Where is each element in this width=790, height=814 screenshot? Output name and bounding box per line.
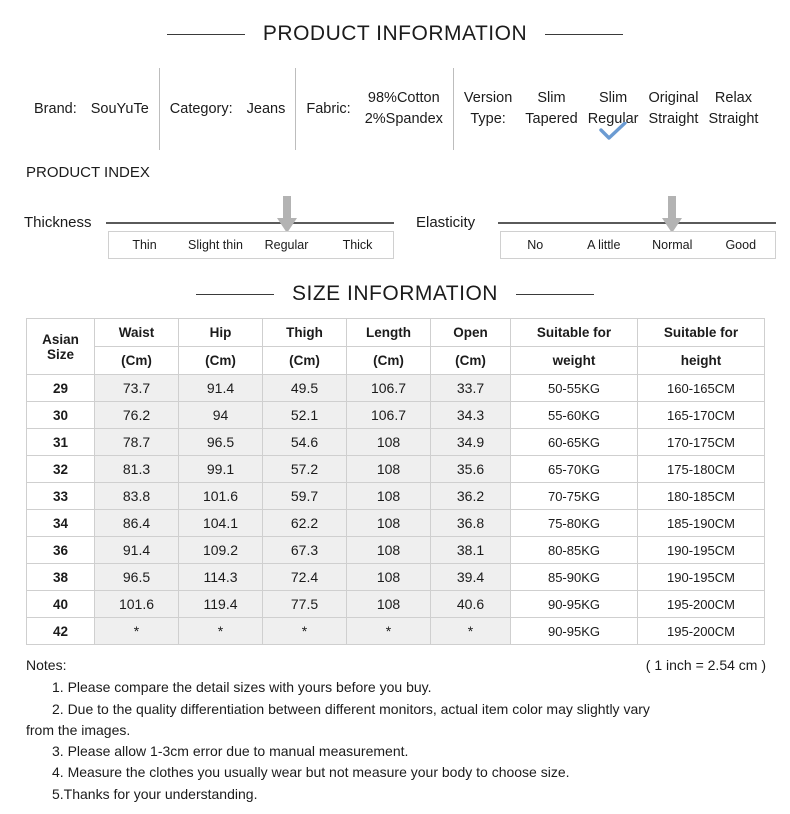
version-type-options — [520, 88, 763, 130]
cell-waist: 78.7 — [95, 429, 179, 456]
cell-thigh: 57.2 — [263, 456, 347, 483]
cell-size: 34 — [27, 510, 95, 537]
cell-weight: 55-60KG — [511, 402, 638, 429]
cell-thigh: 62.2 — [263, 510, 347, 537]
version-type-option-line1: Original — [648, 89, 699, 106]
cell-open: 36.8 — [431, 510, 511, 537]
notes-section — [26, 655, 766, 805]
note-line: from the images. — [26, 721, 131, 738]
version-type-option-relax-straight[interactable] — [703, 88, 763, 130]
cell-size: 31 — [27, 429, 95, 456]
cell-open: 34.3 — [431, 402, 511, 429]
title-rule-left — [167, 34, 245, 35]
cell-thigh: 49.5 — [263, 375, 347, 402]
header-open-unit: (Cm) — [431, 347, 511, 375]
cell-open: 33.7 — [431, 375, 511, 402]
cell-length: 106.7 — [347, 402, 431, 429]
cell-weight: 70-75KG — [511, 483, 638, 510]
cell-waist: 81.3 — [95, 456, 179, 483]
thickness-step-slight-thin[interactable]: Slight thin — [188, 238, 243, 252]
header-suitable-height: Suitable for — [638, 319, 765, 347]
thickness-step-thin[interactable]: Thin — [132, 238, 157, 252]
elasticity-step-good[interactable]: Good — [725, 238, 757, 252]
cell-weight: 85-90KG — [511, 564, 638, 591]
table-row — [27, 456, 765, 483]
cell-size: 29 — [27, 375, 95, 402]
attribute-category — [159, 68, 296, 150]
cell-height: 190-195CM — [638, 564, 765, 591]
table-row — [27, 375, 765, 402]
cell-hip: 96.5 — [179, 429, 263, 456]
attribute-fabric-label: Fabric: — [306, 101, 351, 117]
header-suitable-weight-unit: weight — [511, 347, 638, 375]
header-waist-unit: (Cm) — [95, 347, 179, 375]
table-row — [27, 537, 765, 564]
cell-thigh: 77.5 — [263, 591, 347, 618]
attribute-version-type — [453, 68, 774, 150]
version-type-option-line1: Slim — [537, 89, 566, 106]
cell-hip: 99.1 — [179, 456, 263, 483]
cell-thigh: * — [263, 618, 347, 645]
down-arrow-icon — [276, 196, 298, 236]
note-line: 1. Please compare the detail sizes with yours before you buy. — [52, 679, 432, 696]
cell-thigh: 52.1 — [263, 402, 347, 429]
table-row — [27, 618, 765, 645]
table-row — [27, 510, 765, 537]
table-row — [27, 591, 765, 618]
header-open: Open — [431, 319, 511, 347]
version-type-option-line1: Relax — [714, 89, 752, 106]
size-table-header-row-2 — [27, 347, 765, 375]
cell-waist: 73.7 — [95, 375, 179, 402]
cell-open: 38.1 — [431, 537, 511, 564]
header-asian-size-line1: Asian — [42, 331, 79, 347]
cell-waist: 76.2 — [95, 402, 179, 429]
version-type-option-line2: Regular — [587, 111, 639, 127]
table-row — [27, 402, 765, 429]
note-line: 5.Thanks for your understanding. — [52, 785, 258, 802]
header-asian-size — [27, 319, 95, 375]
elasticity-scale — [500, 231, 776, 259]
cell-size: 33 — [27, 483, 95, 510]
version-type-label-line2: Type: — [470, 111, 506, 127]
version-type-option-original-straight[interactable] — [643, 88, 703, 130]
cell-hip: 104.1 — [179, 510, 263, 537]
cell-size: 40 — [27, 591, 95, 618]
cell-weight: 80-85KG — [511, 537, 638, 564]
attribute-fabric — [295, 68, 453, 150]
notes-list — [26, 677, 766, 805]
cell-length: 108 — [347, 429, 431, 456]
cell-open: 40.6 — [431, 591, 511, 618]
elasticity-axis-line — [498, 222, 776, 224]
attribute-brand-value: SouYuTe — [90, 101, 149, 117]
cell-length: 108 — [347, 510, 431, 537]
elasticity-step-a-little[interactable]: A little — [587, 238, 621, 252]
version-type-option-slim-tapered[interactable] — [520, 88, 582, 130]
note-line: 4. Measure the clothes you usually wear but not measure your body to choose size. — [52, 764, 570, 781]
header-waist: Waist — [95, 319, 179, 347]
thickness-step-thick[interactable]: Thick — [342, 238, 373, 252]
attribute-brand — [24, 68, 159, 150]
product-information-title-text: PRODUCT INFORMATION — [262, 22, 528, 45]
header-asian-size-line2: Size — [46, 346, 74, 362]
cell-length: 108 — [347, 456, 431, 483]
thickness-indicator — [24, 200, 394, 270]
title-rule-right — [516, 294, 594, 295]
check-icon — [598, 122, 628, 142]
table-row — [27, 483, 765, 510]
version-type-option-slim-regular[interactable] — [583, 88, 644, 130]
size-table-head — [27, 319, 765, 375]
cell-open: 39.4 — [431, 564, 511, 591]
cell-height: 175-180CM — [638, 456, 765, 483]
cell-open: 36.2 — [431, 483, 511, 510]
cell-waist: * — [95, 618, 179, 645]
cell-thigh: 59.7 — [263, 483, 347, 510]
note-line: 2. Due to the quality differentiation between different monitors, actual item color may slightly vary — [52, 700, 650, 717]
cell-hip: 94 — [179, 402, 263, 429]
cell-height: 195-200CM — [638, 591, 765, 618]
cell-weight: 50-55KG — [511, 375, 638, 402]
cell-waist: 96.5 — [95, 564, 179, 591]
header-hip-unit: (Cm) — [179, 347, 263, 375]
attribute-category-label: Category: — [169, 101, 233, 117]
cell-hip: 91.4 — [179, 375, 263, 402]
cell-weight: 65-70KG — [511, 456, 638, 483]
down-arrow-icon — [661, 196, 683, 236]
attribute-fabric-value-line1: 98%Cotton — [367, 89, 440, 106]
cell-height: 195-200CM — [638, 618, 765, 645]
version-type-option-line2: Straight — [648, 111, 699, 127]
cell-length: 108 — [347, 537, 431, 564]
notes-header — [26, 655, 766, 676]
cell-height: 160-165CM — [638, 375, 765, 402]
size-information-title-text: SIZE INFORMATION — [292, 282, 498, 305]
cell-hip: 101.6 — [179, 483, 263, 510]
cell-hip: 114.3 — [179, 564, 263, 591]
cell-open: 35.6 — [431, 456, 511, 483]
cell-weight: 90-95KG — [511, 618, 638, 645]
title-rule-right — [545, 34, 623, 35]
cell-height: 170-175CM — [638, 429, 765, 456]
version-type-label-line1: Version — [463, 89, 513, 106]
thickness-label: Thickness — [24, 214, 92, 231]
thickness-scale — [108, 231, 394, 259]
cell-length: 108 — [347, 483, 431, 510]
inch-conversion-note: ( 1 inch = 2.54 cm ) — [645, 657, 766, 673]
product-attributes-row — [24, 68, 766, 150]
cell-size: 42 — [27, 618, 95, 645]
cell-size: 38 — [27, 564, 95, 591]
header-suitable-weight: Suitable for — [511, 319, 638, 347]
cell-thigh: 72.4 — [263, 564, 347, 591]
cell-open: * — [431, 618, 511, 645]
thickness-axis-line — [106, 222, 394, 224]
cell-length: 108 — [347, 591, 431, 618]
cell-size: 32 — [27, 456, 95, 483]
product-index-heading: PRODUCT INDEX — [26, 164, 150, 181]
version-type-label — [464, 88, 512, 130]
product-information-title — [0, 22, 790, 46]
cell-hip: 109.2 — [179, 537, 263, 564]
cell-height: 185-190CM — [638, 510, 765, 537]
header-thigh-unit: (Cm) — [263, 347, 347, 375]
cell-thigh: 67.3 — [263, 537, 347, 564]
notes-heading: Notes: — [26, 657, 67, 673]
cell-waist: 86.4 — [95, 510, 179, 537]
cell-waist: 91.4 — [95, 537, 179, 564]
elasticity-label: Elasticity — [416, 214, 476, 231]
cell-size: 30 — [27, 402, 95, 429]
cell-hip: 119.4 — [179, 591, 263, 618]
cell-height: 180-185CM — [638, 483, 765, 510]
cell-length: 106.7 — [347, 375, 431, 402]
note-line: 3. Please allow 1-3cm error due to manual measurement. — [52, 743, 409, 760]
size-table — [26, 318, 765, 645]
table-row — [27, 564, 765, 591]
title-rule-left — [196, 294, 274, 295]
attribute-brand-label: Brand: — [34, 101, 77, 117]
size-information-title — [0, 282, 790, 306]
elasticity-indicator — [416, 200, 776, 270]
elasticity-step-normal[interactable]: Normal — [652, 238, 693, 252]
cell-waist: 83.8 — [95, 483, 179, 510]
elasticity-step-no[interactable]: No — [527, 238, 544, 252]
header-length: Length — [347, 319, 431, 347]
size-table-body — [27, 375, 765, 645]
version-type-option-line2: Tapered — [525, 111, 578, 127]
cell-waist: 101.6 — [95, 591, 179, 618]
size-table-header-row-1 — [27, 319, 765, 347]
cell-length: 108 — [347, 564, 431, 591]
attribute-category-value: Jeans — [246, 101, 286, 117]
header-thigh: Thigh — [263, 319, 347, 347]
cell-weight: 60-65KG — [511, 429, 638, 456]
version-type-option-line2: Straight — [708, 111, 759, 127]
cell-size: 36 — [27, 537, 95, 564]
attribute-fabric-value-line2: 2%Spandex — [364, 111, 443, 127]
header-length-unit: (Cm) — [347, 347, 431, 375]
header-hip: Hip — [179, 319, 263, 347]
cell-weight: 75-80KG — [511, 510, 638, 537]
version-type-option-line1: Slim — [598, 89, 628, 106]
cell-open: 34.9 — [431, 429, 511, 456]
cell-thigh: 54.6 — [263, 429, 347, 456]
cell-weight: 90-95KG — [511, 591, 638, 618]
cell-height: 190-195CM — [638, 537, 765, 564]
table-row — [27, 429, 765, 456]
thickness-step-regular[interactable]: Regular — [264, 238, 309, 252]
attribute-fabric-value — [365, 88, 443, 130]
cell-height: 165-170CM — [638, 402, 765, 429]
cell-hip: * — [179, 618, 263, 645]
cell-length: * — [347, 618, 431, 645]
header-suitable-height-unit: height — [638, 347, 765, 375]
